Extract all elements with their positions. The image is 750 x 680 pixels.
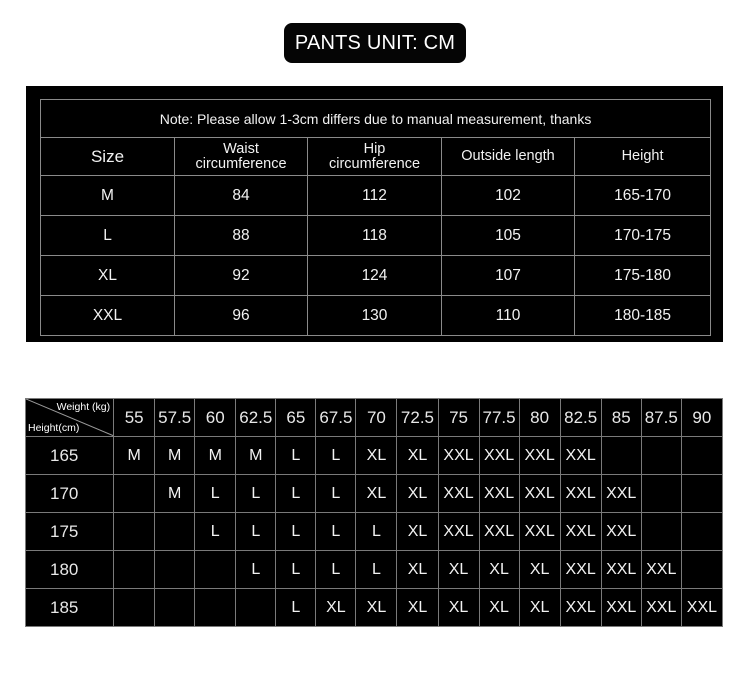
table-row	[26, 475, 723, 513]
size-cell	[641, 475, 681, 513]
size-cell: XXL	[641, 551, 681, 589]
size-cell: XL	[397, 475, 438, 513]
cell-height: 165-170	[575, 176, 711, 216]
corner-cell	[26, 399, 114, 437]
size-cell: XL	[356, 589, 397, 627]
measurement-note: Note: Please allow 1-3cm differs due to manual measurement, thanks	[41, 100, 711, 138]
size-cell: XL	[438, 551, 479, 589]
corner-height-label: Height(cm)	[28, 422, 80, 434]
weight-header-cell: 77.5	[479, 399, 519, 437]
size-cell: XL	[438, 589, 479, 627]
size-cell	[155, 513, 195, 551]
size-cell: L	[276, 551, 316, 589]
size-cell	[681, 513, 722, 551]
size-cell: L	[276, 589, 316, 627]
size-cell	[641, 513, 681, 551]
size-cell: L	[236, 475, 276, 513]
size-cell	[195, 589, 236, 627]
size-cell: XXL	[519, 437, 560, 475]
size-cell: XL	[356, 475, 397, 513]
size-cell	[681, 551, 722, 589]
size-cell: L	[316, 551, 356, 589]
cell-waist: 96	[175, 296, 308, 336]
table-row	[41, 256, 711, 296]
size-cell: XXL	[681, 589, 722, 627]
weight-header-cell: 57.5	[155, 399, 195, 437]
height-header-cell: 170	[26, 475, 114, 513]
size-cell: XL	[519, 589, 560, 627]
cell-waist: 84	[175, 176, 308, 216]
size-cell: XXL	[438, 437, 479, 475]
cell-height: 175-180	[575, 256, 711, 296]
weight-header-cell: 67.5	[316, 399, 356, 437]
size-cell	[155, 551, 195, 589]
size-cell	[195, 551, 236, 589]
size-cell	[114, 475, 155, 513]
size-cell: XXL	[479, 475, 519, 513]
weight-header-cell: 72.5	[397, 399, 438, 437]
size-cell: XL	[479, 589, 519, 627]
page-title: PANTS UNIT: CM	[284, 23, 466, 63]
size-cell: XXL	[560, 475, 601, 513]
size-chart-header	[41, 138, 711, 176]
weight-header-cell: 65	[276, 399, 316, 437]
weight-header-cell: 80	[519, 399, 560, 437]
weight-header-cell: 90	[681, 399, 722, 437]
height-header-cell: 165	[26, 437, 114, 475]
size-cell: L	[236, 551, 276, 589]
size-cell: L	[316, 475, 356, 513]
height-header-cell: 175	[26, 513, 114, 551]
size-cell: XL	[397, 551, 438, 589]
size-cell	[601, 437, 641, 475]
cell-hip: 124	[308, 256, 442, 296]
header-height: Height	[575, 138, 711, 176]
size-cell	[681, 475, 722, 513]
size-cell: XXL	[519, 475, 560, 513]
weight-header-cell: 55	[114, 399, 155, 437]
size-cell: XXL	[601, 589, 641, 627]
cell-hip: 112	[308, 176, 442, 216]
header-outside-length: Outside length	[442, 138, 575, 176]
size-cell: M	[114, 437, 155, 475]
table-row	[41, 216, 711, 256]
size-cell: M	[155, 475, 195, 513]
size-cell	[114, 513, 155, 551]
size-cell: XXL	[560, 437, 601, 475]
size-cell: M	[195, 437, 236, 475]
size-cell: XXL	[560, 589, 601, 627]
size-cell: XXL	[601, 513, 641, 551]
weight-header-cell: 87.5	[641, 399, 681, 437]
note-row	[41, 100, 711, 138]
weight-header-cell: 75	[438, 399, 479, 437]
size-cell	[114, 589, 155, 627]
size-cell: M	[236, 437, 276, 475]
cell-height: 180-185	[575, 296, 711, 336]
cell-length: 110	[442, 296, 575, 336]
size-cell: XL	[397, 437, 438, 475]
header-waist-line1: Waist	[223, 140, 259, 157]
size-cell: L	[356, 551, 397, 589]
weight-header-row	[26, 399, 723, 437]
size-cell: XXL	[438, 513, 479, 551]
size-cell: L	[356, 513, 397, 551]
size-cell: XXL	[438, 475, 479, 513]
size-chart-panel	[26, 86, 723, 342]
header-hip-line1: Hip	[363, 140, 386, 157]
header-waist	[175, 138, 308, 176]
size-cell: XXL	[479, 437, 519, 475]
size-cell: XL	[479, 551, 519, 589]
weight-header-cell: 62.5	[236, 399, 276, 437]
header-hip-line2: circumference	[328, 155, 421, 172]
size-chart-table	[40, 99, 711, 336]
cell-waist: 88	[175, 216, 308, 256]
header-size: Size	[41, 138, 175, 176]
weight-height-table	[25, 398, 723, 627]
height-header-cell: 185	[26, 589, 114, 627]
corner-weight-label: Weight (kg)	[56, 401, 111, 413]
cell-hip: 130	[308, 296, 442, 336]
size-cell: XXL	[560, 551, 601, 589]
size-cell	[681, 437, 722, 475]
size-cell: L	[276, 513, 316, 551]
cell-size: XL	[41, 256, 175, 296]
table-row	[26, 551, 723, 589]
table-row	[41, 296, 711, 336]
table-row	[26, 589, 723, 627]
header-waist-line2: circumference	[195, 155, 287, 172]
table-row	[26, 437, 723, 475]
size-cell: XXL	[601, 551, 641, 589]
weight-header-cell: 60	[195, 399, 236, 437]
size-cell: L	[276, 475, 316, 513]
header-hip	[308, 138, 442, 176]
cell-length: 107	[442, 256, 575, 296]
cell-waist: 92	[175, 256, 308, 296]
cell-size: XXL	[41, 296, 175, 336]
size-cell: XXL	[641, 589, 681, 627]
weight-header-cell: 82.5	[560, 399, 601, 437]
cell-length: 105	[442, 216, 575, 256]
size-cell: XL	[397, 513, 438, 551]
table-row	[26, 513, 723, 551]
size-cell	[155, 589, 195, 627]
weight-header-cell: 85	[601, 399, 641, 437]
size-cell: L	[195, 513, 236, 551]
size-cell	[114, 551, 155, 589]
size-cell	[236, 589, 276, 627]
cell-height: 170-175	[575, 216, 711, 256]
size-cell: XL	[316, 589, 356, 627]
size-cell: L	[195, 475, 236, 513]
weight-header-cell: 70	[356, 399, 397, 437]
size-cell: L	[316, 437, 356, 475]
size-cell: M	[155, 437, 195, 475]
size-cell: XL	[519, 551, 560, 589]
size-cell: XXL	[560, 513, 601, 551]
weight-height-panel	[25, 398, 723, 627]
cell-size: L	[41, 216, 175, 256]
cell-hip: 118	[308, 216, 442, 256]
size-cell	[641, 437, 681, 475]
size-cell: XL	[356, 437, 397, 475]
size-cell: XXL	[519, 513, 560, 551]
size-cell: XXL	[601, 475, 641, 513]
size-cell: L	[236, 513, 276, 551]
table-row	[41, 176, 711, 216]
size-cell: L	[276, 437, 316, 475]
height-header-cell: 180	[26, 551, 114, 589]
cell-length: 102	[442, 176, 575, 216]
size-cell: XL	[397, 589, 438, 627]
size-cell: XXL	[479, 513, 519, 551]
cell-size: M	[41, 176, 175, 216]
size-cell: L	[316, 513, 356, 551]
